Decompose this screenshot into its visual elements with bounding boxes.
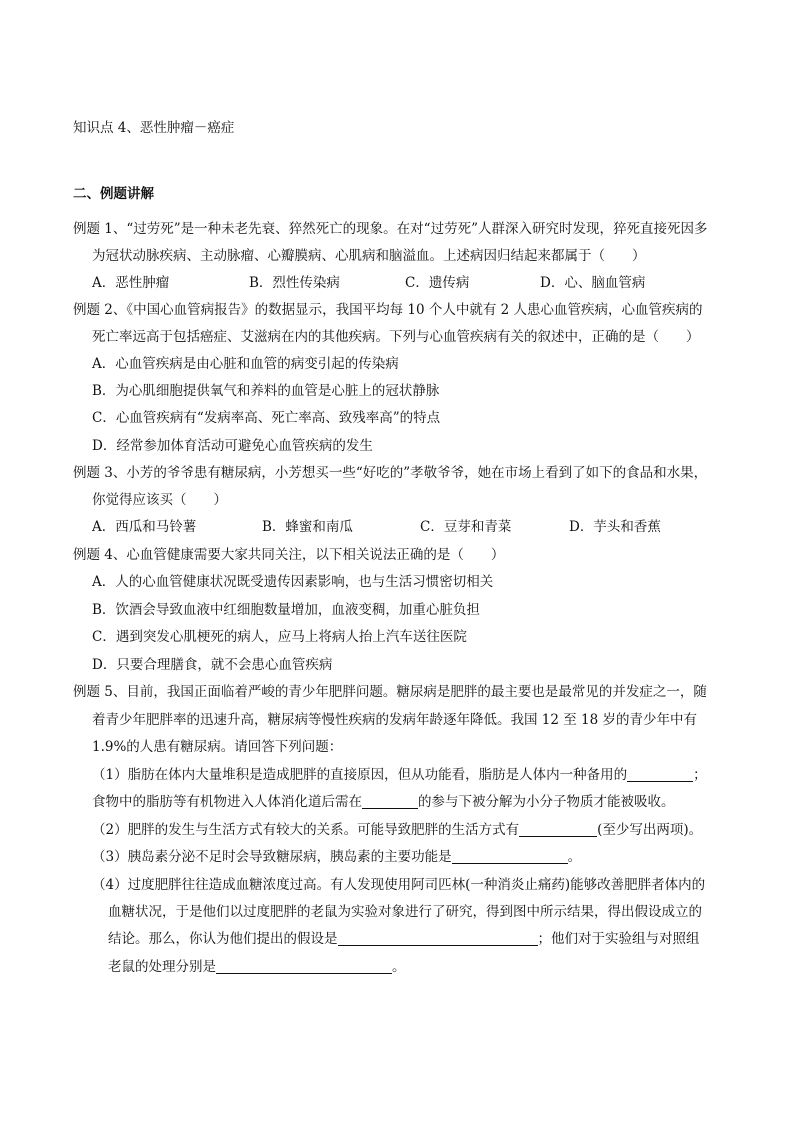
- ex2-stem-line2: 死亡率远高于包括癌症、艾滋病在内的其他疾病。下列与心血管疾病有关的叙述中，正确的是（ ）: [92, 329, 700, 345]
- answer-blank[interactable]: [452, 849, 568, 864]
- ex5-q3-end: 。: [567, 849, 582, 865]
- ex3-option-d: D．芋头和香蕉: [569, 519, 661, 535]
- ex1-option-d: D．心、脑血管病: [540, 275, 646, 291]
- ex5-q4-line1: （4）过度肥胖往往造成血糖浓度过高。有人发现使用阿司匹林(一种消炎止痛药)能够改善肥胖者体内的: [92, 877, 706, 893]
- ex2-option-a: A．心血管疾病是由心脏和血管的病变引起的传染病: [92, 356, 399, 372]
- ex5-q4d-text: 老鼠的处理分别是: [108, 959, 216, 975]
- ex1-option-c: C．遗传病: [405, 275, 470, 291]
- ex5-q4c-text: 结论。那么，你认为他们提出的假设是: [108, 931, 338, 947]
- ex4-stem: 例题 4、心血管健康需要大家共同关注，以下相关说法正确的是（ ）: [73, 547, 505, 563]
- ex5-q4-line4: [108, 957, 406, 977]
- ex2-option-b: B．为心肌细胞提供氧气和养料的血管是心脏上的冠状静脉: [92, 383, 440, 399]
- ex5-q3-text: （3）胰岛素分泌不足时会导致糖尿病，胰岛素的主要功能是: [92, 849, 452, 865]
- knowledge-point-heading: 知识点 4、恶性肿瘤－癌症: [73, 120, 235, 136]
- ex5-q4d-end: 。: [392, 959, 406, 975]
- ex2-stem-line1: 例题 2、《中国心血管病报告》的数据显示，我国平均每 10 个人中就有 2 人患心血管疾病，心血管疾病的: [73, 302, 703, 318]
- ex5-q2-text: （2）肥胖的发生与生活方式有较大的关系。可能导致肥胖的生活方式有: [92, 822, 520, 838]
- ex5-stem-line3: 1.9%的人患有糖尿病。请回答下列问题：: [92, 739, 343, 755]
- ex2-option-c: C．心血管疾病有“发病率高、死亡率高、致残率高”的特点: [92, 410, 441, 426]
- ex3-option-b: B．蜂蜜和南瓜: [262, 519, 353, 535]
- ex5-stem-line2: 着青少年肥胖率的迅速升高，糖尿病等慢性疾病的发病年龄逐年降低。我国 12 至 18 岁的青少年中有: [92, 712, 698, 728]
- ex1-stem-line2: 为冠状动脉疾病、主动脉瘤、心瓣膜病、心肌病和脑溢血。上述病因归结起来都属于（ ）: [92, 248, 646, 264]
- ex5-stem-line1: 例题 5、目前，我国正面临着严峻的青少年肥胖问题。糖尿病是肥胖的最主要也是最常见的并发症之一，随: [73, 684, 707, 700]
- answer-blank[interactable]: [627, 767, 693, 782]
- ex5-q3-line: [92, 847, 581, 867]
- ex1-stem-line1: 例题 1、“过劳死”是一种未老先衰、猝然死亡的现象。在对“过劳死”人群深入研究时发现，猝死直接死因多: [73, 221, 708, 237]
- ex3-stem-line2: 你觉得应该买（ ）: [92, 492, 227, 508]
- ex5-q2-line: [92, 820, 702, 840]
- ex4-option-c: C．遇到突发心肌梗死的病人，应马上将病人抬上汽车送往医院: [92, 629, 467, 645]
- ex1-option-a: A．恶性肿瘤: [92, 275, 170, 291]
- ex5-q4c-mid: ；他们对于实验组与对照组: [537, 931, 700, 947]
- ex5-q2-end: (至少写出两项)。: [597, 822, 703, 838]
- ex4-option-d: D．只要合理膳食，就不会患心血管疾病: [92, 657, 333, 673]
- ex2-option-d: D．经常参加体育活动可避免心血管疾病的发生: [92, 438, 373, 454]
- ex5-q4-line2: 血糖状况，于是他们以过度肥胖的老鼠为实验对象进行了研究，得到图中所示结果，得出假设成立的: [108, 904, 702, 920]
- ex5-q1-line2: [92, 792, 675, 812]
- ex4-option-a: A．人的心血管健康状况既受遗传因素影响，也与生活习惯密切相关: [92, 574, 494, 590]
- ex5-q1-line1: [92, 765, 707, 785]
- section-title: 二、例题讲解: [73, 186, 154, 202]
- ex3-stem-line1: 例题 3、小芳的爷爷患有糖尿病，小芳想买一些“好吃的”孝敬爷爷，她在市场上看到了如下的食品和水果，: [73, 465, 708, 481]
- ex5-q4-line3: [108, 929, 700, 949]
- ex5-q1-text: （1）脂肪在体内大量堆积是造成肥胖的直接原因，但从功能看，脂肪是人体内一种备用的: [92, 767, 628, 783]
- ex4-option-b: B．饮酒会导致血液中红细胞数量增加，血液变稠，加重心脏负担: [92, 602, 480, 618]
- ex5-q1-end: ；: [693, 767, 707, 783]
- ex3-option-a: A．西瓜和马铃薯: [92, 519, 197, 535]
- answer-blank[interactable]: [338, 931, 538, 946]
- ex1-option-b: B．烈性传染病: [249, 275, 340, 291]
- ex3-option-c: C．豆芽和青菜: [420, 519, 512, 535]
- answer-blank[interactable]: [362, 794, 418, 809]
- ex5-q1b-text: 食物中的脂肪等有机物进入人体消化道后需在: [92, 794, 362, 810]
- answer-blank[interactable]: [216, 959, 392, 974]
- answer-blank[interactable]: [519, 822, 597, 837]
- ex5-q1b-end: 的参与下被分解为小分子物质才能被吸收。: [418, 794, 675, 810]
